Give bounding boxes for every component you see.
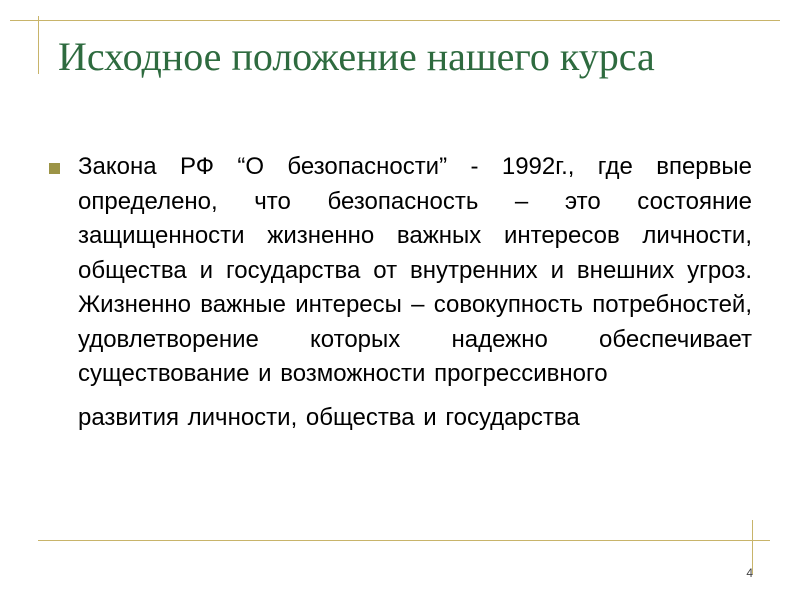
bottom-rule <box>38 540 770 541</box>
slide-content <box>46 150 752 435</box>
slide-title: Исходное положение нашего курса <box>58 34 655 79</box>
top-rule <box>10 20 780 21</box>
bullet-text-tail: развития личности, общества и государства <box>78 403 580 431</box>
page-number: 4 <box>746 566 753 580</box>
left-rule <box>38 16 39 74</box>
bullet-text <box>78 150 752 435</box>
bullet-item <box>46 150 752 435</box>
square-bullet-icon <box>49 163 60 174</box>
bullet-text-main: Закона РФ “О безопасности” - 1992г., где впервые определено, что безопасность – это состояние защищенности жизненно важных интересов личности, общества и государства от внутренних и внешних угроз. Жизненно важные интересы – совокупность потребностей, удовлетворение которых надежно обеспечивает существование и возможности прогрессивного <box>78 153 752 387</box>
